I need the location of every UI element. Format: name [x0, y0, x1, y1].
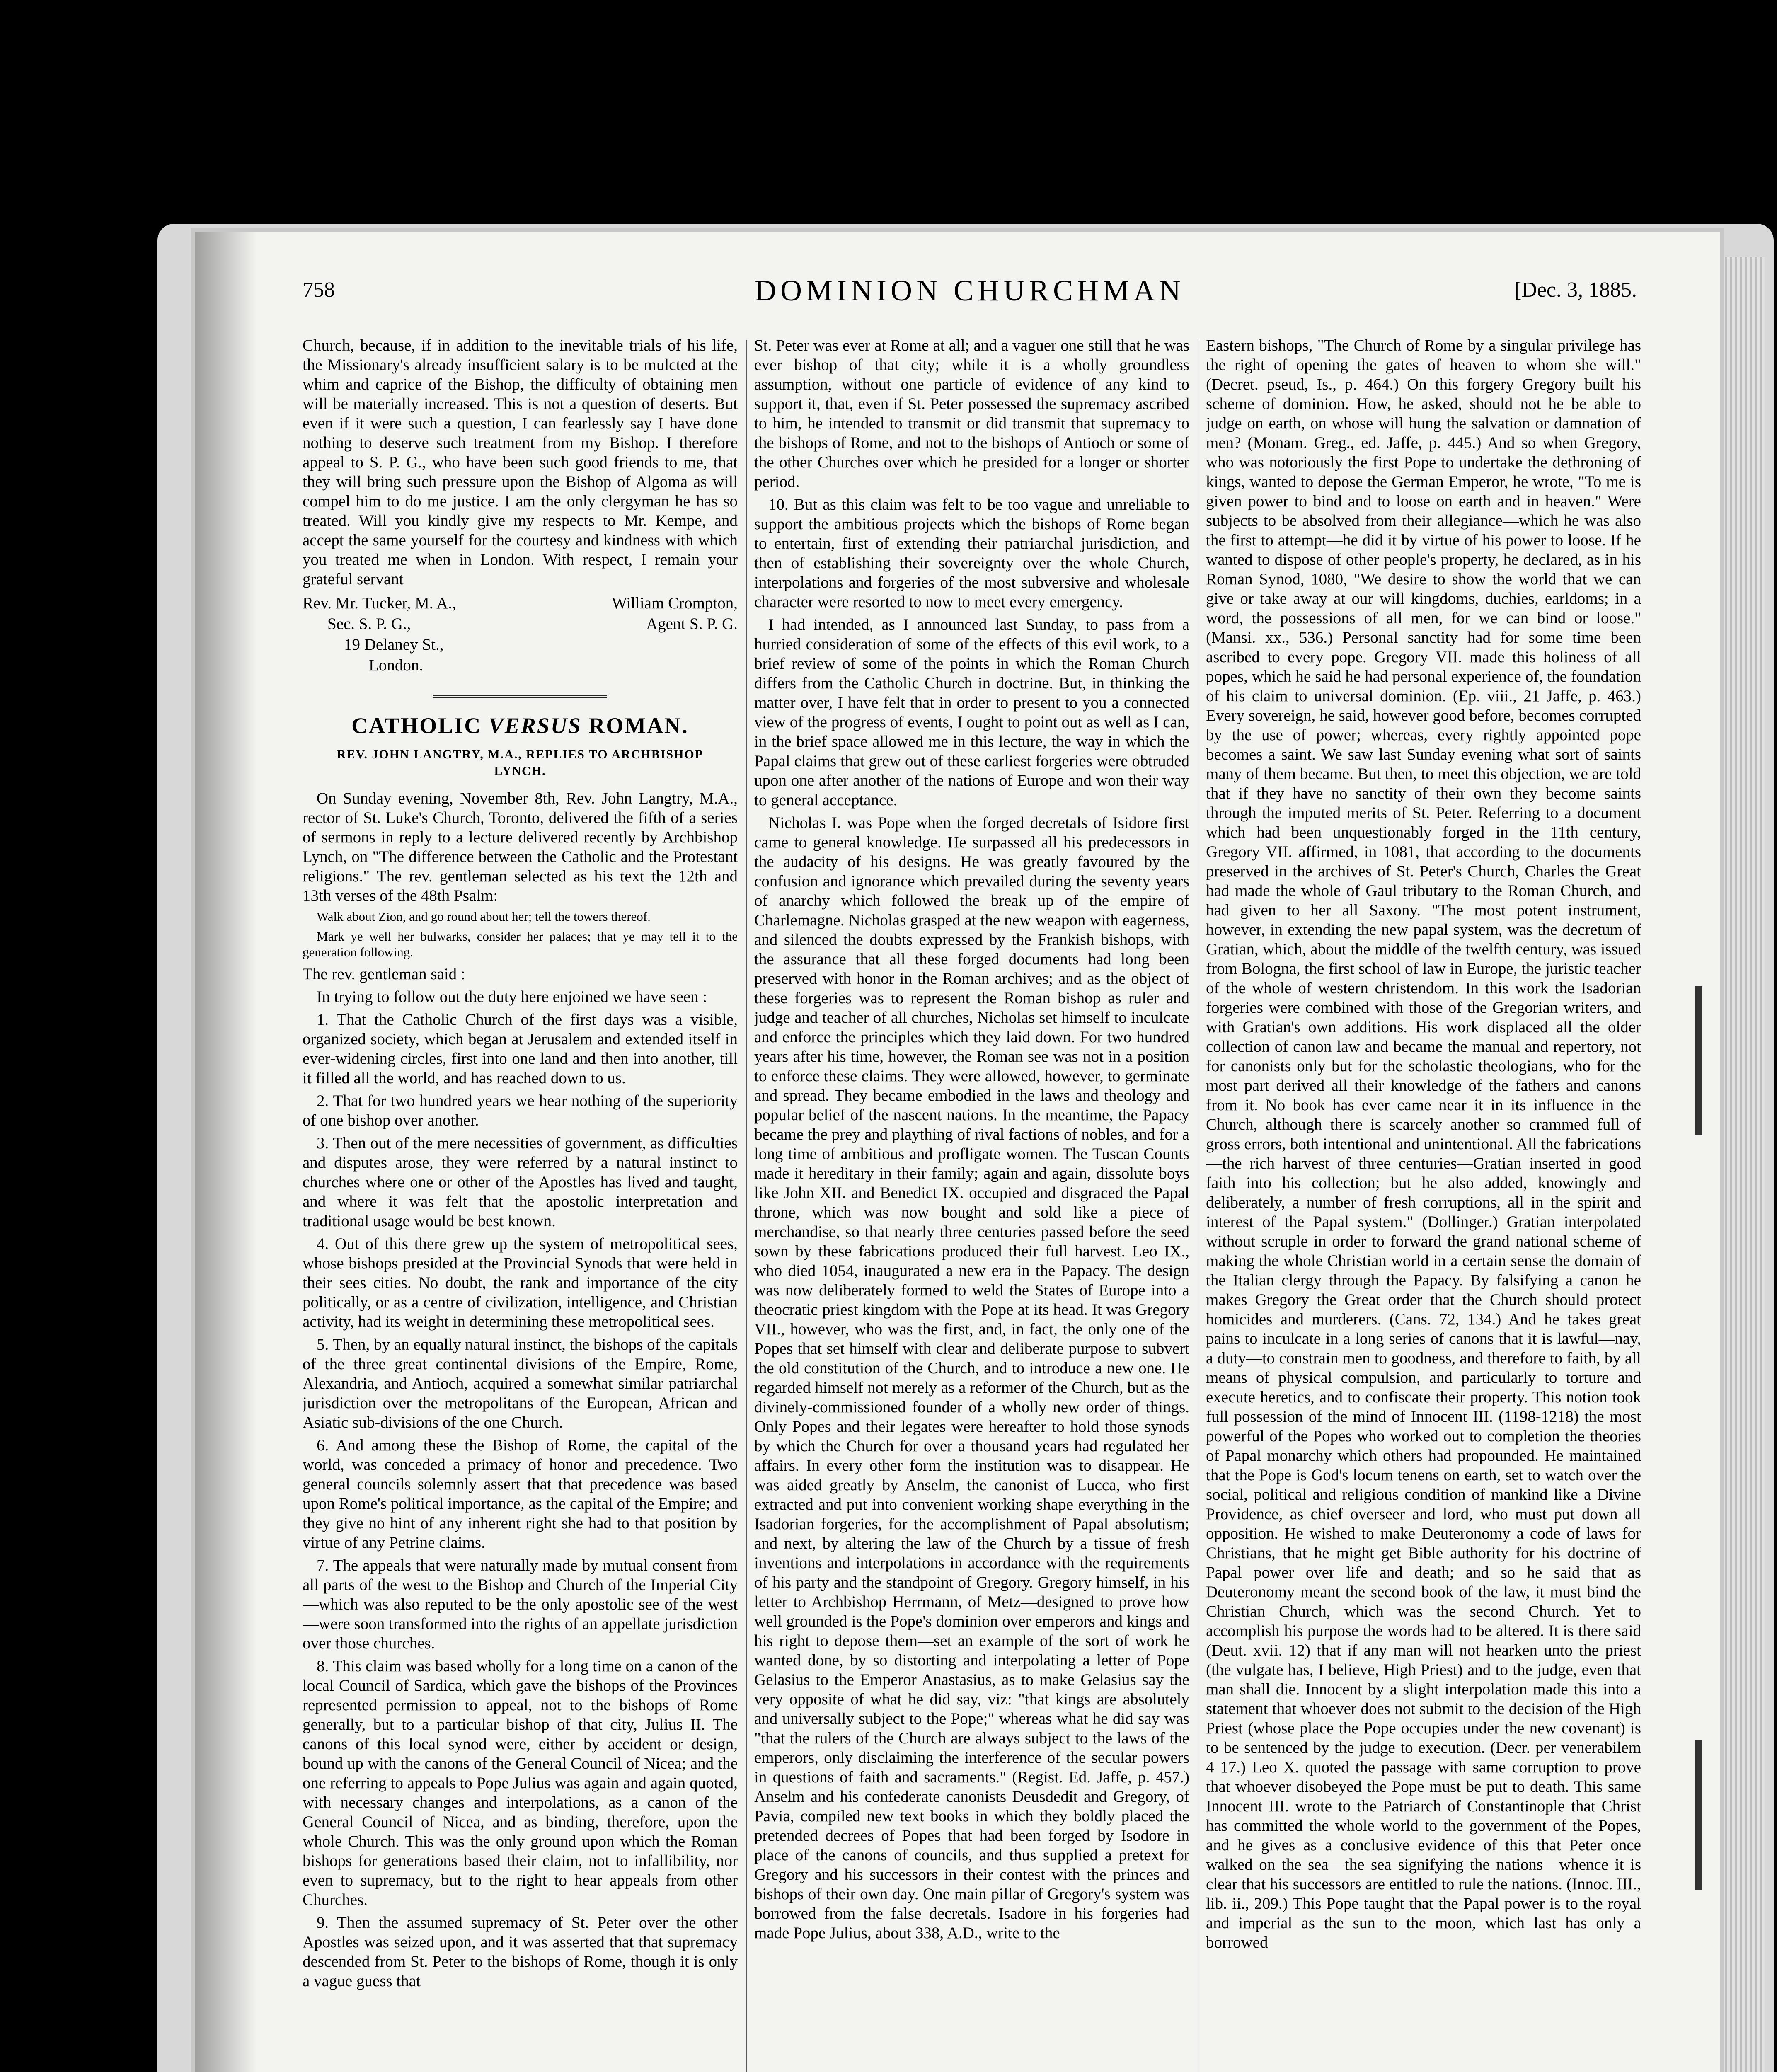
addressee-line: Rev. Mr. Tucker, M. A.,: [303, 594, 456, 612]
column-1: [303, 336, 738, 2072]
masthead: DOMINION CHURCHMAN: [754, 274, 1185, 307]
addressee-line: 19 Delaney St.,: [344, 636, 444, 654]
speaker-line: The rev. gentleman said :: [303, 965, 465, 983]
column-2: [754, 336, 1189, 2072]
numbered-paragraph: 6. And among these the Bishop of Rome, the capital of the world, was conceded a primacy of honor and precedence. Two general councils solemnly assert that that precedence was based upon Rome's political importance, as the capital of the Empire; and they give no hint of any inherent right she had to that position by virtue of any Petrine claims.: [303, 1436, 738, 1552]
numbered-paragraph: 4. Out of this there grew up the system of metropolitical sees, whose bishops presided at the Provincial Synods that were held in their sees cities. No doubt, the rank and importance of the city politically, or as a centre of civilization, intelligence, and Christian activity, had its weight in determining these metropolitical sees.: [303, 1235, 738, 1331]
numbered-paragraph: 7. The appeals that were naturally made by mutual consent from all parts of the west to the Bishop and Church of the Imperial City—which was also reputed to be the only apostolic see of the west—were soon transformed into the rights of an appellate jurisdiction over those churches.: [303, 1556, 738, 1652]
addressee-line: London.: [369, 656, 424, 674]
binding-clip: [1695, 986, 1702, 1135]
article-columns: [303, 336, 1641, 2072]
issue-date: [Dec. 3, 1885.: [1514, 278, 1637, 302]
page-edges: [1715, 257, 1765, 2072]
signatory-title: Agent S. P. G.: [646, 615, 738, 633]
paragraph: In trying to follow out the duty here enjoined we have seen :: [317, 988, 707, 1006]
numbered-paragraph: 9. Then the assumed supremacy of St. Peter over the other Apostles was seized upon, and it was asserted that that supremacy descended from St. Peter to the bishops of Rome, though it is only a vague guess that: [303, 1914, 738, 1990]
spine-shadow: [195, 232, 257, 2072]
article-title: CATHOLIC VERSUS ROMAN.: [351, 713, 689, 738]
numbered-paragraph: 3. Then out of the mere necessities of government, as difficulties and disputes arose, they were referred by a natural instinct to churches where one or other of the Apostles has lived and taught, and where it was felt that the apostolic interpretation and traditional usage would be best known.: [303, 1134, 738, 1230]
numbered-points: [303, 987, 738, 1991]
paragraph: Nicholas I. was Pope when the forged decretals of Isidore first came to general knowledge. He surpassed all his predecessors in the audacity of his designs. He was greatly favoured by the confusion and ignorance which prevailed during the seventy years of anarchy which followed the break up of the empire of Charlemagne. Nicholas grasped at the new weapon with eagerness, and silenced the doubts expressed by the Frankish bishops, with the assurance that all these forged documents had long been preserved with honor in the Roman archives; and as the object of these forgeries was to represent the Roman bishop as ruler and judge and teacher of all churches, Nicholas set himself to inculcate and enforce the principles which they laid down. For two hundred years after his time, however, the Roman see was not in a position to enforce these claims. They were allowed, however, to germinate and spread. They became embodied in the laws and theology and popular belief of the nascent nations. In the meantime, the Papacy became the prey and plaything of rival factions of nobles, and for a long time of ambitious and profligate women. The Tuscan Counts made it hereditary in their family; again and again, dissolute boys like John XII. and Benedict IX. occupied and disgraced the Papal throne, which was now bought and sold like a piece of merchandise, so that nearly three centuries passed before the seed sown by these fabrications produced their full harvest. Leo IX., who died 1054, inaugurated a new era in the Papacy. The design was now deliberately formed to weld the States of Europe into a theocratic priest kingdom with the Pope at its head. It was Gregory VII., however, who was the first, and, in fact, the only one of the Popes that set himself with clear and deliberate purpose to subvert the old constitution of the Church, and to introduce a new one. He regarded himself not merely as a reformer of the Church, but as the divinely-commissioned founder of a wholly new order of things. Only Popes and their legates were hereafter to hold those synods by which the Church for over a thousand years had regulated her affairs. In every other form the institution was to disappear. He was aided greatly by Anselm, the canonist of Lucca, who first extracted and put into convenient working shape everything in the Isadorian forgeries, for the accomplishment of Papal absolutism; and next, by altering the law of the Church by a tissue of fresh inventions and interpolations in accordance with the requirements of his party and the standpoint of Gregory. Gregory himself, in his letter to Archbishop Herrmann, of Metz—designed to prove how well grounded is the Pope's dominion over emperors and kings and his right to depose them—set an example of the sort of work he wanted done, by so distorting and interpolating a letter of Pope Gelasius to the Emperor Anastasius, as to make Gelasius say the very opposite of what he did say, viz: "that kings are absolutely and universally subject to the Pope;" whereas what he did say was "that the rulers of the Church are always subject to the laws of the emperors, only disclaiming the interference of the secular powers in questions of faith and sacraments." (Regist. Ed. Jaffe, p. 457.) Anselm and his confederate canonists Deusdedit and Gregory, of Pavia, compiled new text books in which they boldly placed the pretended decrees of Popes that had been forged by Isodore in place of the canons of councils, and thus supplied a pretext for Gregory and his successors in their contest with the princes and bishops of their own day. One main pillar of Gregory's system was borrowed from the false decretals. Isadore in his forgeries had made Pope Julius, about 338, A.D., write to the: [754, 814, 1189, 1942]
scripture-verse: Mark ye well her bulwarks, consider her palaces; that ye may tell it to the generation following.: [303, 929, 738, 959]
page-header: [303, 274, 1637, 311]
signatory-name: William Crompton,: [612, 594, 738, 612]
paragraph: Eastern bishops, "The Church of Rome by a singular privilege has the right of opening the gates of heaven to whom she will." (Decret. pseud, Is., p. 464.) On this forgery Gregory built his scheme of dominion. How, he asked, should not he be able to judge on earth, on whose will hung the salvation or damnation of men? (Monam. Greg., ed. Jaffe, p. 445.) And so when Gregory, who was notoriously the first Pope to undertake the dethroning of kings, wanted to depose the German Emperor, he wrote, "To me is given power to bind and to loose on earth and in heaven." Were subjects to be absolved from their allegiance—which he was also the first to attempt—he did it by virtue of his power to loose. If he wanted to dispose of other people's property, he declared, as in his Roman Synod, 1080, "We desire to show the world that we can give or take away at our will kingdoms, duchies, earldoms; in a word, the possessions of all men, for we can bind or loose." (Mansi. xx., 536.) Personal sanctity had for some time been ascribed to every pope. Gregory VII. made this holiness of all popes, which he said he had personal experience of, the foundation of his claim to universal dominion. (Ep. viii., 21 Jaffe, p. 463.) Every sovereign, he said, however good before, becomes corrupted by the use of power; whereas, every rightly appointed pope becomes a saint. We saw last Sunday evening what sort of saints many of them became. But then, to meet this objection, we are told that if they have no sanctity of their own they become saints through the imputed merits of St. Peter. Referring to a document which had been unquestionably forged in the 11th century, Gregory VII. affirmed, in 1081, that according to the documents preserved in the archives of St. Peter's Church, Charles the Great had made the whole of Gaul tributary to the Roman Church, and had given to her all Saxony. "The most potent instrument, however, in extending the new papal system, was the decretum of Gratian, which, about the middle of the twelfth century, was issued from Bologna, the first school of law in Europe, the juristic teacher of the whole of western christendom. In this work the Isadorian forgeries were combined with those of the Gregorian writers, and with Gratian's own additions. His work displaced all the older collection of canon law and became the manual and repertory, not for canonists only but for the scholastic theologians, who for the most part derived all their knowledge of the fathers and canons from it. No book has ever came near it in its influence in the Church, although there is scarcely another so crammed full of gross errors, both intentional and unintentional. All the fabrications—the rich harvest of three centuries—Gratian inserted in good faith into his collection; but he also added, knowingly and deliberately, a number of fresh corruptions, all in the spirit and interest of the Papal system." (Dollinger.) Gratian interpolated without scruple in order to forward the grand national scheme of making the whole Christian world in a certain sense the domain of the Italian clergy through the Papacy. By falsifying a canon he makes Gregory the Great order that the Church should protect homicides and murderers. (Cans. 72, 134.) And he takes great pains to inculcate in a long series of canons that it is lawful—nay, a duty—to constrain men to goodness, and therefore to faith, by all means of physical compulsion, and particularly to torture and execute heretics, and to confiscate their property. This notion took full possession of the mind of Innocent III. (1198-1218) the most powerful of the Popes who worked out to completion the theories of Papal monarchy which others had propounded. He maintained that the Pope is God's locum tenens on earth, set to watch over the social, political and religious condition of mankind like a Divine Providence, as chief overseer and lord, who must put down all opposition. He wished to make Deuteronomy a code of laws for Christians, that he might get Bible authority for his doctrine of Papal power over life and death; and so he said that as Deuteronomy meant the second book of the law, it must bind the Christian Church, which was the second Church. Yet to accomplish his purpose the words had to be altered. It is there said (Deut. xvii. 12) that if any man will not hearken unto the priest (the vulgate has, I believe, High Priest) and to the judge, even that man shall die. Innocent by a slight interpolation made this into a statement that whoever does not submit to the decision of the High Priest (whose place the Pope occupies under the new covenant) is to be sentenced by the judge to execution. (Decr. per venerabilem 4 17.) Leo X. quoted the passage with same corruption to prove that whoever disobeyed the Pope must be put to death. This same Innocent III. wrote to the Patriarch of Constantinople that Christ has committed the whole world to the government of the Popes, and he gives as a conclusive evidence of this that Peter once walked on the sea—the sea signifying the nations—whence it is clear that his successors are entitled to rule the nations. (Innoc. III., lib. ii., 209.) This Pope taught that the Papal power is to the royal and imperial as the sun to the moon, which last has only a borrowed: [1206, 336, 1641, 1951]
page-number: 758: [303, 278, 335, 302]
addressee-line: Sec. S. P. G.,: [327, 615, 411, 633]
paragraph: St. Peter was ever at Rome at all; and a vaguer one still that he was ever bishop of that city; while it is a wholly groundless assumption, without one particle of evidence of any kind to support it, that, even if St. Peter possessed the supremacy ascribed to him, he intended to transmit or did transmit that supremacy to the bishops of Rome, and not to the bishops of Antioch or some of the other Churches over which he presided for a longer or shorter period.: [754, 336, 1189, 491]
paragraph: I had intended, as I announced last Sunday, to pass from a hurried consideration of some of the effects of this evil work, to a brief review of some of the points in which the Roman Church differs from the Catholic Church in doctrine. But, in thinking the matter over, I have felt that in order to present to you a connected view of the progress of events, I ought to point out as well as I can, in the brief space allowed me in this lecture, the way in which the Papal claims that grew out of these earliest forgeries were obtruded upon one after another of the nations of Europe and won their way to general acceptance.: [754, 616, 1189, 809]
binding-clip: [1695, 1740, 1702, 1890]
numbered-paragraph: 2. That for two hundred years we hear nothing of the superiority of one bishop over another.: [303, 1092, 738, 1129]
numbered-paragraph: 10. But as this claim was felt to be too vague and unreliable to support the ambitious projects which the bishops of Rome began to entertain, first of extending their patriarchal jurisdiction, and then of establishing their sovereignty over the whole Church, interpolations and forgeries of the most subversive and wholesale character were resorted to now to meet every emergency.: [754, 496, 1189, 611]
scripture-verse: Walk about Zion, and go round about her; tell the towers thereof.: [317, 909, 651, 924]
letter-body: Church, because, if in addition to the inevitable trials of his life, the Missionary's already insufficient salary is to be mulcted at the whim and caprice of the Bishop, the difficulty of obtaining men will be materially increased. This is not a question of deserts. But even if it were such a question, I can fearlessly say I have done nothing to deserve such treatment from my Bishop. I therefore appeal to S. P. G., who have been such good friends to me, that they will bring such pressure upon the Bishop of Algoma as will compel him to do me justice. I am the only clergyman he has so treated. Will you kindly give my respects to Mr. Kempe, and accept the same yourself for the courtesy and kindness with which you treated me when in London. With respect, I remain your grateful servant: [303, 336, 738, 588]
numbered-paragraph: 5. Then, by an equally natural instinct, the bishops of the capitals of the three great continental divisions of the Empire, Rome, Alexandria, and Antioch, acquired a somewhat similar patriarchal jurisdiction over the metropolitans of the European, African and Asiatic sub-divisions of the one Church.: [303, 1336, 738, 1431]
column-3: [1206, 336, 1641, 2072]
signature-block: [303, 593, 738, 676]
numbered-paragraph: 1. That the Catholic Church of the first days was a visible, organized society, which began at Jerusalem and extended itself in ever-widening circles, first into one land and then into another, till it filled all the world, and has reached down to us.: [303, 1011, 738, 1087]
intro-paragraph: On Sunday evening, November 8th, Rev. John Langtry, M.A., rector of St. Luke's Church, Toronto, delivered the fifth of a series of sermons in reply to a lecture delivered recently by Archbishop Lynch, on "The difference between the Catholic and the Protestant religions." The rev. gentleman selected as his text the 12th and 13th verses of the 48th Psalm:: [303, 789, 738, 905]
article-subhead: REV. JOHN LANGTRY, M.A., REPLIES TO ARCHBISHOP LYNCH.: [337, 748, 704, 778]
section-divider: [303, 686, 738, 705]
numbered-paragraph: 8. This claim was based wholly for a long time on a canon of the local Council of Sardica, which gave the bishops of the Provinces represented permission to appeal, not to the bishops of Rome generally, but to a particular bishop of that city, Julius II. The canons of this local synod were, either by accident or design, bound up with the canons of the General Council of Nicea; and the one referring to appeals to Pope Julius was again and again quoted, with necessary changes and interpolations, as a canon of the General Council of Nicea, and as binding, therefore, upon the whole Church. This was the only ground upon which the Roman bishops for generations based their claim, not to infallibility, nor even to supremacy, but to the right to hear appeals from other Churches.: [303, 1657, 738, 1909]
